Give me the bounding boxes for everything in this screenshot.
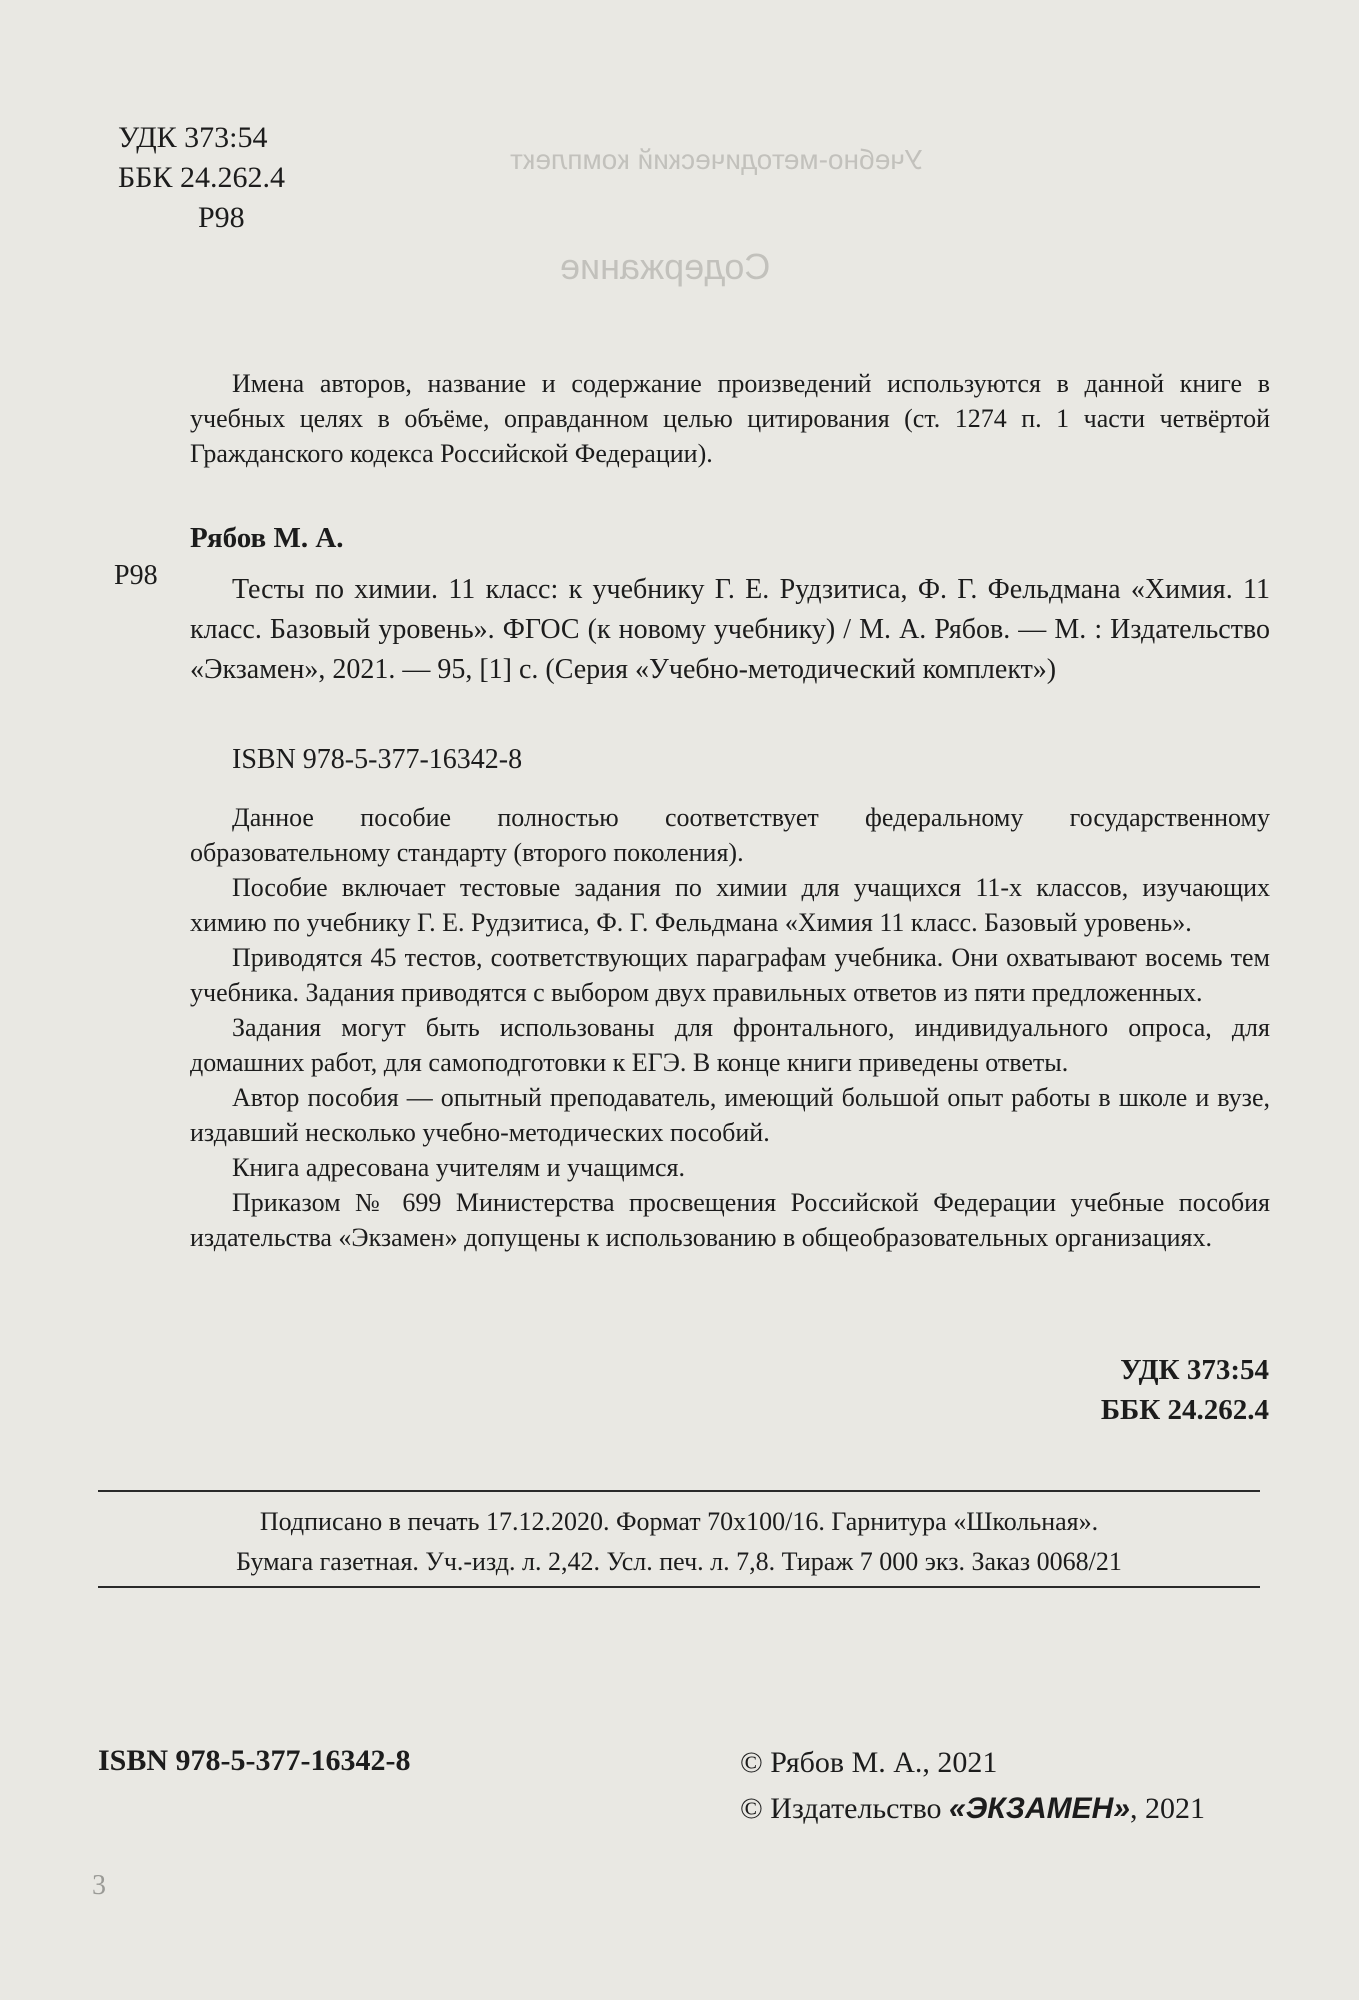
bibliographic-text: Тесты по химии. 11 класс: к учебнику Г. Е. Рудзитиса, Ф. Г. Фельдмана «Химия. 11 класс. Базовый уровень». ФГОС (к новому учебнику) / М. А. Рябов. — М. : Издательство «Экзамен», 2021. — 95, [1] с. (Серия «Учебно-методический комплект») <box>190 574 1270 685</box>
catalog-code: Р98 <box>114 560 158 591</box>
bbk-code: ББК 24.262.4 <box>118 161 285 194</box>
show-through-contents: Содержание <box>560 246 771 287</box>
copyright-publisher-year: , 2021 <box>1130 1792 1206 1825</box>
imprint-top-rule <box>98 1490 1260 1492</box>
isbn-bottom: ISBN 978-5-377-16342-8 <box>98 1744 411 1777</box>
annotation-paragraph: Данное пособие полностью соответствует федеральному государственному образовательному стандарту (второго поколения). <box>190 803 1270 867</box>
bbk-code-bottom: ББК 24.262.4 <box>1100 1394 1269 1426</box>
classification-codes <box>118 118 285 238</box>
classification-codes-bottom <box>1101 1350 1269 1430</box>
catalog-isbn: ISBN 978-5-377-16342-8 <box>232 744 523 775</box>
show-through-page-number: 3 <box>92 1870 106 1901</box>
show-through-series: Учебно-методический комплект <box>510 144 923 175</box>
copyright-block <box>740 1740 1205 1832</box>
imprint-line-2: Бумага газетная. Уч.-изд. л. 2,42. Усл. печ. л. 7,8. Тираж 7 000 экз. Заказ 0068/21 <box>236 1547 1122 1576</box>
annotation <box>190 800 1270 1255</box>
udk-code: УДК 373:54 <box>118 121 268 154</box>
citation-notice <box>190 366 1270 471</box>
annotation-paragraph: Автор пособия — опытный преподаватель, имеющий большой опыт работы в школе и вузе, издавший несколько учебно-методических пособий. <box>190 1083 1270 1147</box>
annotation-paragraph: Книга адресована учителям и учащимся. <box>232 1153 685 1182</box>
copyright-author: © Рябов М. А., 2021 <box>740 1746 998 1779</box>
citation-notice-text: Имена авторов, название и содержание произведений используются в данной книге в учебных целях в объёме, оправданном целью цитирования (ст. 1274 п. 1 части четвёртой Гражданского кодекса Российской Федерации). <box>190 369 1270 468</box>
annotation-paragraph: Задания могут быть использованы для фронтального, индивидуального опроса, для домашних работ, для самоподготовки к ЕГЭ. В конце книги приведены ответы. <box>190 1013 1270 1077</box>
annotation-paragraph: Приказом № 699 Министерства просвещения Российской Федерации учебные пособия издательства «Экзамен» допущены к использованию в общеобразовательных организациях. <box>190 1188 1270 1252</box>
publisher-name: «ЭКЗАМЕН» <box>949 1792 1131 1825</box>
imprint-line-1: Подписано в печать 17.12.2020. Формат 70х100/16. Гарнитура «Школьная». <box>259 1507 1099 1536</box>
copyright-publisher <box>740 1786 1205 1832</box>
catalog-author: Рябов М. А. <box>190 522 344 554</box>
annotation-paragraph: Пособие включает тестовые задания по химии для учащихся 11-х классов, изучающих химию по учебнику Г. Е. Рудзитиса, Ф. Г. Фельдмана «Химия 11 класс. Базовый уровень». <box>190 873 1270 937</box>
udk-code-bottom: УДК 373:54 <box>1120 1354 1269 1386</box>
author-mark: Р98 <box>198 201 245 234</box>
copyright-publisher-prefix: © Издательство <box>740 1792 950 1825</box>
annotation-paragraph: Приводятся 45 тестов, соответствующих параграфам учебника. Они охватывают восемь тем учебника. Задания приводятся с выбором двух правильных ответов из пяти предложенных. <box>190 943 1270 1007</box>
imprint-bottom-rule <box>98 1586 1260 1588</box>
imprint <box>98 1502 1260 1582</box>
bibliographic-description <box>190 570 1270 690</box>
